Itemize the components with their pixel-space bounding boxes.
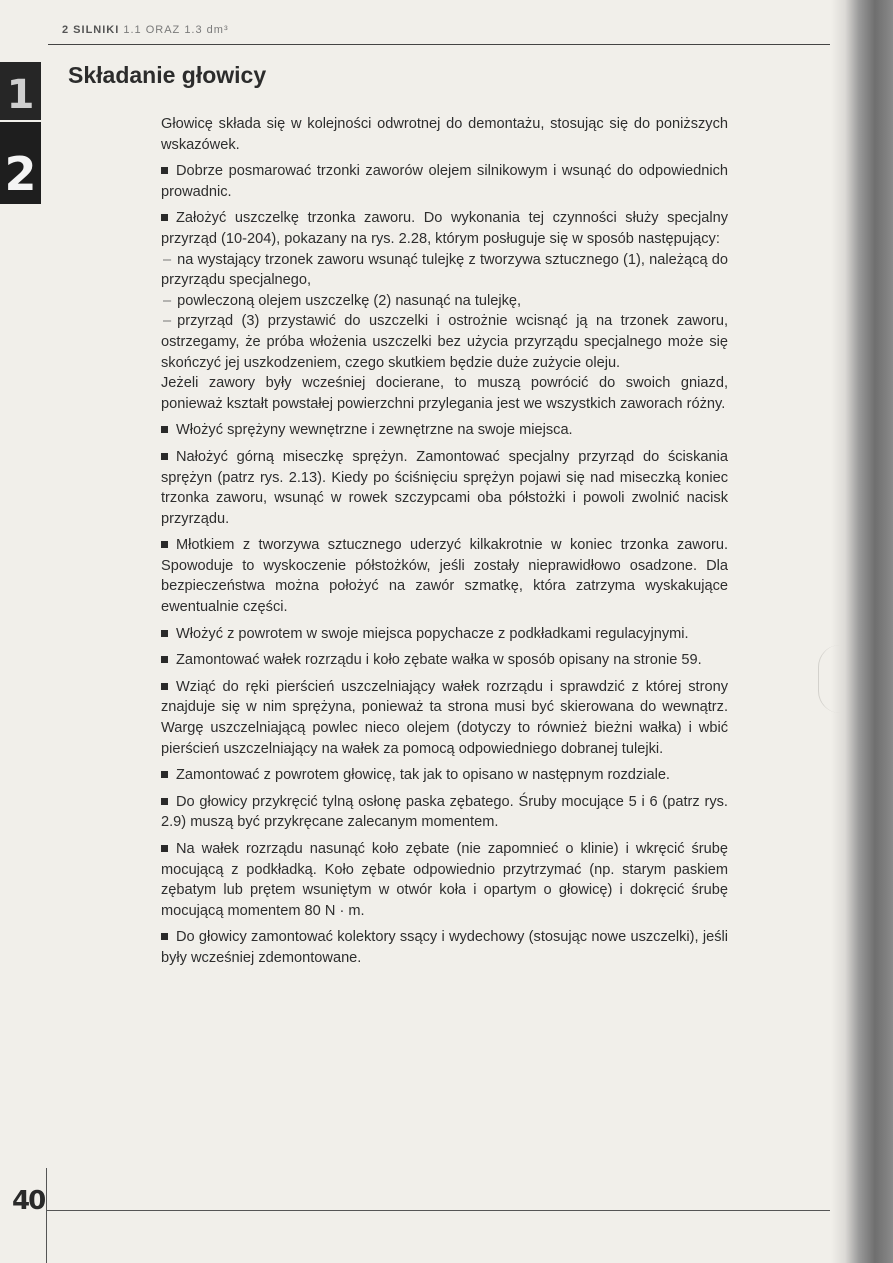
paragraph-bullet	[161, 420, 728, 441]
paragraph-dash	[161, 291, 728, 312]
footer-vertical-rule	[46, 1168, 47, 1263]
paragraph-bullet	[161, 792, 728, 833]
bullet-icon	[161, 771, 168, 778]
paragraph-text: Zamontować wałek rozrządu i koło zębate wałka w sposób opisany na stronie 59.	[176, 652, 702, 669]
page-number: 40	[12, 1186, 45, 1216]
bullet-icon	[161, 656, 168, 663]
paragraph-bullet	[161, 208, 728, 249]
paragraph-dash	[161, 311, 728, 373]
paragraph-text: Młotkiem z tworzywa sztucznego uderzyć kilkakrotnie w koniec trzonka zaworu. Spowoduje to wyskoczenie półstożków, jeśli zostały nieprawidłowo osadzone. Dla bezpieczeństwa można położyć na zawór szmatkę, która zatrzyma wyskakujące ewentualnie części.	[161, 537, 728, 616]
chapter-tab-2: 2	[0, 122, 41, 204]
header-rule	[48, 44, 830, 45]
paragraph-text: przyrząd (3) przystawić do uszczelki i ostrożnie wcisnąć ją na trzonek zaworu, ostrzegamy, że próba włożenia uszczelki bez użycia przyrządu specjalnego może się skończyć jej uszkodzeniem, czego skutkiem będzie duże zużycie oleju.	[161, 313, 728, 371]
bullet-icon	[161, 683, 168, 690]
paragraph-bullet	[161, 927, 728, 968]
paragraph-bullet	[161, 650, 728, 671]
paragraph-text: na wystający trzonek zaworu wsunąć tulejkę z tworzywa sztucznego (1), należącą do przyrządu specjalnego,	[161, 251, 728, 289]
bullet-icon	[161, 798, 168, 805]
paragraph-bullet	[161, 677, 728, 759]
bullet-icon	[161, 214, 168, 221]
bullet-icon	[161, 845, 168, 852]
paragraph-text: Dobrze posmarować trzonki zaworów olejem silnikowym i wsunąć do odpowiednich prowadnic.	[161, 163, 728, 200]
body-text	[161, 114, 728, 975]
page-spine-shadow	[831, 0, 893, 1263]
paragraph-text: Wziąć do ręki pierścień uszczelniający wałek rozrządu i sprawdzić z której strony znajduje się w nim sprężyna, ponieważ ta strona musi być skierowana do wewnątrz. Wargę uszczelniającą powlec nieco olejem (dotyczy to również bieżni wałka) i wbić pierścień uszczelniający na wałek za pomocą odpowiedniego dobranej tulejki.	[161, 678, 728, 757]
paragraph-text: Nałożyć górną miseczkę sprężyn. Zamontować specjalny przyrząd do ściskania sprężyn (patrz rys. 2.13). Kiedy po ściśnięciu sprężyn pojawi się nad miseczką koniec trzonka zaworu, wsunąć w rowek szczypcami oba półstożki i powoli zwolnić nacisk przyrządu.	[161, 448, 728, 527]
paragraph-bullet	[161, 447, 728, 529]
paragraph-bullet	[161, 839, 728, 921]
bullet-icon	[161, 541, 168, 548]
bullet-icon	[161, 630, 168, 637]
dash-marker: –	[163, 292, 172, 309]
paragraph-bullet	[161, 624, 728, 645]
paragraph-text: Na wałek rozrządu nasunąć koło zębate (nie zapomnieć o klinie) i wkręcić śrubę mocującą z podkładką. Koło zębate odpowiednio przytrzymać (np. starym paskiem zębatym lub prętem wsuniętym w otwór koła i opartym o głowicę) i dokręcić śrubę mocującą momentem 80 N · m.	[161, 841, 728, 919]
paragraph-text: Włożyć sprężyny wewnętrzne i zewnętrzne na swoje miejsca.	[176, 422, 573, 439]
running-head	[62, 24, 229, 36]
running-head-chapter: 2 SILNIKI	[62, 24, 120, 36]
paragraph-text: Do głowicy zamontować kolektory ssący i wydechowy (stosując nowe uszczelki), jeśli były wcześniej zdemontowane.	[161, 929, 728, 966]
footer-rule	[46, 1210, 830, 1211]
page-title: Składanie głowicy	[68, 62, 267, 88]
paragraph-bullet	[161, 535, 728, 617]
paragraph-text: Do głowicy przykręcić tylną osłonę paska zębatego. Śruby mocujące 5 i 6 (patrz rys. 2.9) muszą być przykręcane zalecanym momentem.	[161, 793, 728, 831]
chapter-tab-1: 1	[0, 62, 41, 120]
bullet-icon	[161, 933, 168, 940]
paragraph-bullet	[161, 161, 728, 202]
bullet-icon	[161, 167, 168, 174]
paper-crease	[818, 645, 841, 713]
dash-marker: –	[163, 251, 172, 268]
paragraph-text: powleczoną olejem uszczelkę (2) nasunąć na tulejkę,	[177, 292, 522, 309]
paragraph-dash	[161, 250, 728, 291]
paragraph-plain	[161, 114, 728, 155]
paragraph-text: Włożyć z powrotem w swoje miejsca popychacze z podkładkami regulacyjnymi.	[176, 625, 689, 642]
bullet-icon	[161, 426, 168, 433]
paragraph-plain	[161, 373, 728, 414]
paragraph-text: Założyć uszczelkę trzonka zaworu. Do wykonania tej czynności służy specjalny przyrząd (10-204), pokazany na rys. 2.28, którym posługuje się w sposób następujący:	[161, 210, 728, 247]
paragraph-text: Zamontować z powrotem głowicę, tak jak to opisano w następnym rozdziale.	[176, 767, 670, 784]
paragraph-text: Jeżeli zawory były wcześniej docierane, to muszą powrócić do swoich gniazd, ponieważ kształt powstałej powierzchni przylegania jest we wszystkich zaworach różny.	[161, 375, 728, 412]
dash-marker: –	[163, 313, 172, 330]
paragraph-text: Głowicę składa się w kolejności odwrotnej do demontażu, stosując się do poniższych wskazówek.	[161, 116, 728, 153]
running-head-section: 1.1 ORAZ 1.3 dm³	[123, 24, 229, 36]
bullet-icon	[161, 453, 168, 460]
paragraph-bullet	[161, 765, 728, 786]
